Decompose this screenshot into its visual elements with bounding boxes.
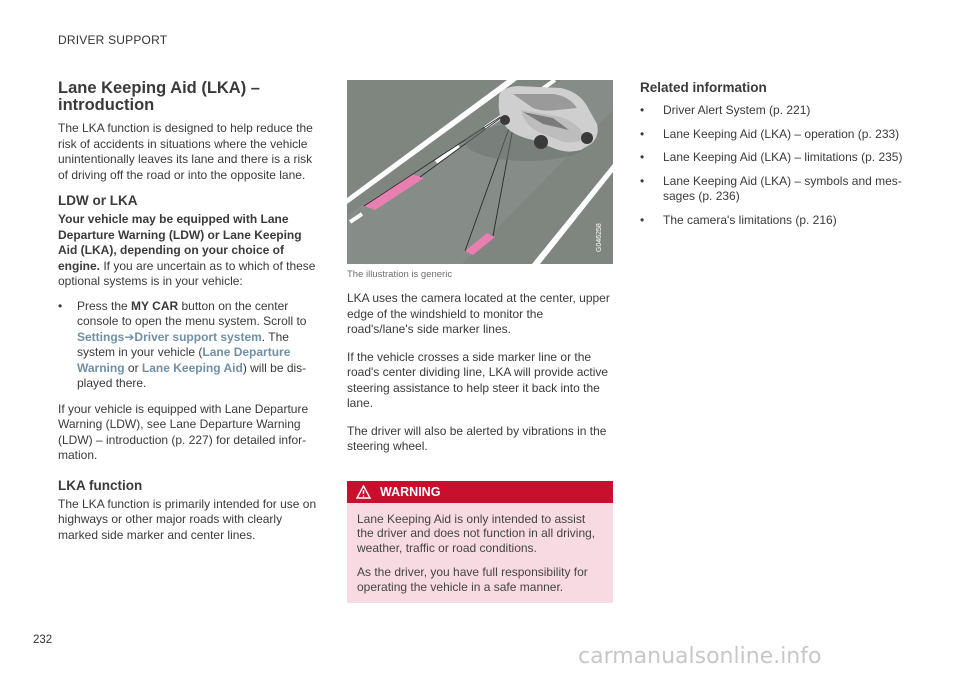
bullet-icon: •	[640, 126, 645, 141]
ldw-or-lka-paragraph	[58, 212, 320, 290]
related-link-text[interactable]: Driver Alert System (p. 221)	[663, 103, 811, 117]
column-intro	[58, 80, 320, 543]
camera-paragraph: LKA uses the camera located at the center, upper edge of the windshield to monitor the road's/lane's side marker lines.	[347, 291, 610, 336]
warning-triangle-icon	[356, 485, 371, 499]
column-related	[640, 80, 910, 228]
warning-paragraph: As the driver, you have full responsibility for operating the vehicle in a safe manner.	[357, 565, 588, 594]
bullet-icon: •	[640, 150, 645, 164]
arrow-right-icon: ➔	[124, 329, 135, 344]
related-link[interactable]	[640, 174, 910, 205]
related-link-text[interactable]: Lane Keeping Aid (LKA) – limitations (p. 235)	[663, 150, 903, 164]
related-link[interactable]	[640, 213, 910, 229]
section-header: DRIVER SUPPORT	[58, 33, 168, 47]
figure-code: G046258	[596, 223, 603, 252]
related-link[interactable]	[640, 127, 910, 143]
related-link-text[interactable]: Lane Keeping Aid (LKA) – operation (p. 233)	[663, 126, 900, 141]
text-span: or	[124, 360, 142, 375]
bullet-icon: •	[640, 103, 645, 117]
settings-menu-term: Settings	[77, 329, 125, 344]
text-span: Press the	[77, 298, 132, 313]
text-span: . The system in your vehicle (	[77, 329, 289, 359]
column-figure	[347, 80, 613, 603]
related-link-text[interactable]: Lane Keeping Aid (LKA) – symbols and messages (p. 236)	[663, 173, 902, 203]
figure-caption: The illustration is generic	[347, 269, 453, 280]
ldw-reference-paragraph: If your vehicle is equipped with Lane Departure Warning (LDW), see Lane Departure Warning (LDW) – introduction (p. 227) for detailed information.	[58, 401, 309, 462]
steering-assist-paragraph: If the vehicle crosses a side marker line or the road's center dividing line, LKA will provide active steering assistance to help steer it back into the lane.	[347, 349, 609, 410]
menu-instruction	[77, 299, 320, 392]
page-number: 232	[33, 634, 53, 646]
warning-box	[347, 481, 613, 604]
intro-paragraph: The LKA function is designed to help reduce the risk of accidents in situations where the vehicle unintentionally leaves its lane and there is a risk of driving off the road or into the opposite lane.	[58, 121, 313, 182]
watermark: carmanualsonline.info	[578, 644, 822, 669]
driver-support-menu-term: Driver support system	[134, 329, 262, 344]
bullet-icon: •	[640, 173, 645, 188]
list-item	[58, 299, 320, 392]
lka-function-paragraph: The LKA function is primarily intended for use on highways or other major roads with clearly marked side marker and center lines.	[58, 496, 317, 542]
warning-body	[347, 503, 613, 604]
lka-illustration	[347, 80, 613, 264]
warning-label: WARNING	[380, 484, 441, 499]
related-information-heading: Related information	[640, 80, 767, 95]
lka-menu-term: Lane Keeping Aid	[141, 360, 243, 375]
warning-header	[347, 481, 613, 503]
warning-paragraph: Lane Keeping Aid is only intended to assist the driver and does not function in all driving, weather, traffic or road conditions.	[357, 511, 596, 555]
ldw-lead-bold: Your vehicle may be equipped with Lane Departure Warning (LDW) or Lane Keeping Aid (LKA), depending on your choice of engine.	[58, 212, 302, 273]
my-car-button-label: MY CAR	[131, 298, 179, 313]
ldw-or-lka-heading: LDW or LKA	[58, 193, 138, 208]
ldw-menu-term: Lane Departure Warning	[77, 345, 291, 375]
lka-function-heading: LKA function	[58, 477, 143, 493]
bullet-icon: •	[640, 212, 645, 227]
road-illustration	[347, 80, 613, 264]
text-span: ) will be displayed there.	[77, 360, 307, 390]
related-link-text[interactable]: The camera's limitations (p. 216)	[663, 212, 837, 227]
text-span: button on the center console to open the menu system. Scroll to	[77, 298, 307, 328]
bullet-icon: •	[58, 298, 63, 313]
page-title: Lane Keeping Aid (LKA) – introduction	[58, 79, 260, 114]
ldw-lead-rest: If you are uncertain as to which of these optional systems is in your vehicle:	[58, 258, 316, 288]
vibration-paragraph: The driver will also be alerted by vibrations in the steering wheel.	[347, 423, 607, 453]
related-link[interactable]	[640, 150, 910, 166]
related-link[interactable]	[640, 103, 910, 119]
